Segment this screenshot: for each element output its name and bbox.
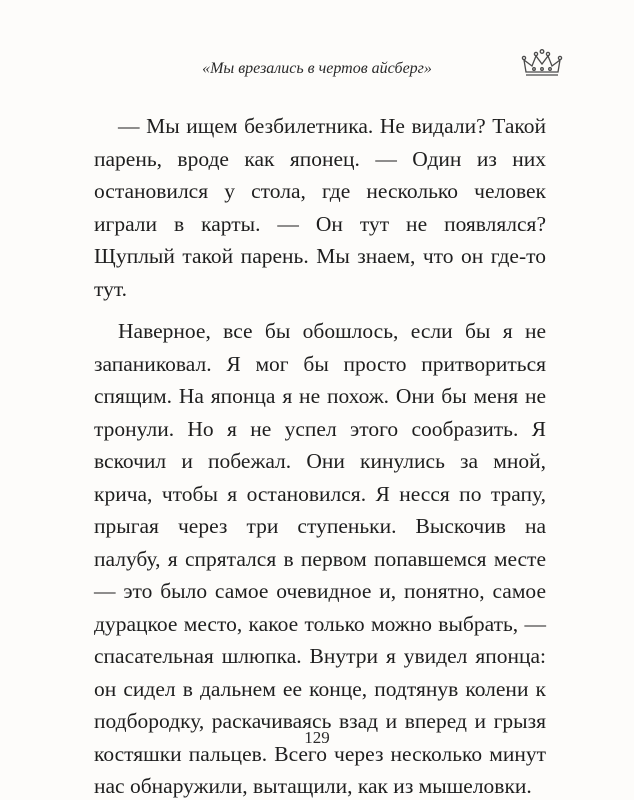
body-text xyxy=(94,110,546,800)
paragraph-2: Наверное, все бы обошлось, если бы я не запаниковал. Я мог бы просто притвориться спящим. На японца я не похож. Они бы меня не тронули. Но я не успел этого сообразить. Я вскочил и побежал. Они кинулись за мной, крича, чтобы я остановился. Я несся по трапу, прыгая через три ступеньки. Выскочив на палубу, я спрятался в первом попавшемся месте — это было самое очевидное и, понятно, самое дурацкое место, какое только можно выбрать, — спасательная шлюпка. Внутри я увидел японца: он сидел в дальнем ее конце, подтянув колени к подбородку, раскачиваясь взад и вперед и грызя костяшки пальцев. Всего через несколько минут нас обнаружили, вытащили, как из мышеловки. xyxy=(94,319,546,798)
crown-icon xyxy=(520,48,564,78)
running-title: «Мы врезались в чертов айсберг» xyxy=(202,60,432,77)
paragraph-1: — Мы ищем безбилетника. Не видали? Такой парень, вроде как японец. — Один из них остановился у стола, где несколько человек играли в карты. — Он тут не появлялся? Щуплый такой парень. Мы знаем, что он где-то тут. xyxy=(94,114,546,301)
page-number: 129 xyxy=(304,728,330,747)
